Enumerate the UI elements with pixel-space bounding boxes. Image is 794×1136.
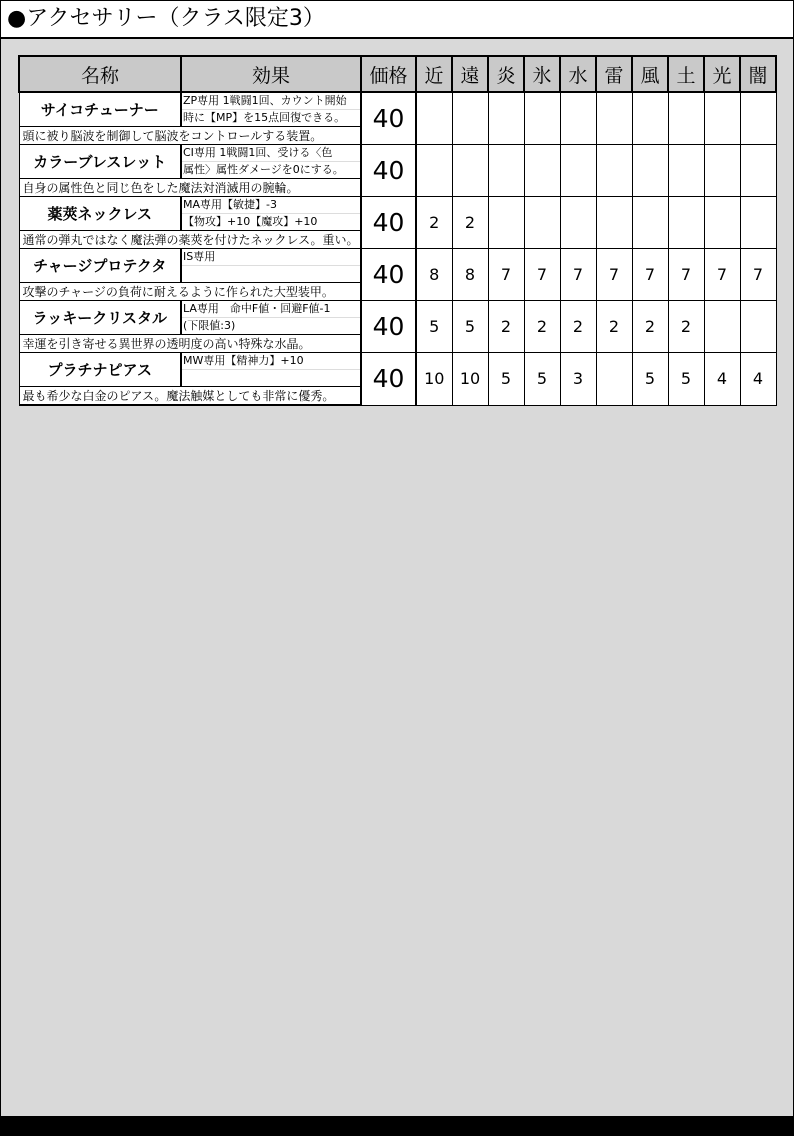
header-light: 光: [704, 56, 740, 92]
table-row: [19, 301, 776, 335]
resist-near: [416, 145, 452, 197]
item-price: 40: [361, 145, 416, 197]
resist-ice: [524, 197, 560, 249]
resist-far: 5: [452, 301, 488, 353]
item-effect: [181, 197, 361, 231]
resist-wind: [632, 92, 668, 145]
resist-earth: 7: [668, 249, 704, 301]
header-row: [19, 56, 776, 92]
header-ice: 氷: [524, 56, 560, 92]
resist-far: 2: [452, 197, 488, 249]
resist-light: [704, 197, 740, 249]
resist-near: [416, 92, 452, 145]
resist-wind: 7: [632, 249, 668, 301]
resist-ice: 7: [524, 249, 560, 301]
item-description: 幸運を引き寄せる異世界の透明度の高い特殊な水晶。: [19, 335, 361, 353]
item-effect: [181, 249, 361, 283]
resist-ice: [524, 145, 560, 197]
resist-light: 4: [704, 353, 740, 406]
resist-far: [452, 92, 488, 145]
table-body: [19, 92, 776, 405]
effect-line-2: 属性〉属性ダメージを0にする。: [182, 161, 360, 178]
resist-wind: [632, 145, 668, 197]
item-name: カラーブレスレット: [19, 145, 181, 179]
item-price: 40: [361, 92, 416, 145]
effect-line-2: 【物攻】+10【魔攻】+10: [182, 213, 360, 230]
resist-ice: 2: [524, 301, 560, 353]
resist-thunder: 7: [596, 249, 632, 301]
resist-dark: [740, 145, 776, 197]
header-wind: 風: [632, 56, 668, 92]
bottom-bar: [0, 1116, 794, 1136]
item-effect: [181, 92, 361, 127]
resist-dark: [740, 92, 776, 145]
resist-thunder: 2: [596, 301, 632, 353]
resist-fire: [488, 197, 524, 249]
item-description: 最も希少な白金のピアス。魔法触媒としても非常に優秀。: [19, 387, 361, 406]
resist-far: 8: [452, 249, 488, 301]
resist-earth: 5: [668, 353, 704, 406]
item-price: 40: [361, 301, 416, 353]
resist-near: 8: [416, 249, 452, 301]
effect-line-1: ZP専用 1戦闘1回、カウント開始: [183, 94, 347, 107]
resist-water: 2: [560, 301, 596, 353]
table-row: [19, 197, 776, 231]
resist-fire: [488, 145, 524, 197]
resist-near: 5: [416, 301, 452, 353]
resist-light: [704, 145, 740, 197]
resist-dark: 7: [740, 249, 776, 301]
resist-water: [560, 145, 596, 197]
resist-water: 7: [560, 249, 596, 301]
resist-wind: [632, 197, 668, 249]
resist-thunder: [596, 145, 632, 197]
resist-earth: [668, 197, 704, 249]
item-price: 40: [361, 249, 416, 301]
resist-fire: 5: [488, 353, 524, 406]
header-price: 価格: [361, 56, 416, 92]
resist-far: 10: [452, 353, 488, 406]
resist-thunder: [596, 353, 632, 406]
resist-thunder: [596, 197, 632, 249]
header-far: 遠: [452, 56, 488, 92]
resist-wind: 5: [632, 353, 668, 406]
header-thunder: 雷: [596, 56, 632, 92]
resist-fire: 7: [488, 249, 524, 301]
resist-light: [704, 92, 740, 145]
resist-ice: [524, 92, 560, 145]
item-price: 40: [361, 353, 416, 406]
resist-light: [704, 301, 740, 353]
resist-fire: 2: [488, 301, 524, 353]
resist-thunder: [596, 92, 632, 145]
resist-ice: 5: [524, 353, 560, 406]
resist-wind: 2: [632, 301, 668, 353]
effect-line-1: MW専用【精神力】+10: [183, 354, 304, 367]
table-row: [19, 145, 776, 179]
header-near: 近: [416, 56, 452, 92]
resist-near: 10: [416, 353, 452, 406]
item-description: 攻撃のチャージの負荷に耐えるように作られた大型装甲。: [19, 283, 361, 301]
effect-line-2: [182, 369, 360, 386]
resist-water: [560, 92, 596, 145]
resist-near: 2: [416, 197, 452, 249]
header-fire: 炎: [488, 56, 524, 92]
page-title: ●アクセサリー（クラス限定3）: [7, 6, 325, 31]
header-name: 名称: [19, 56, 181, 92]
item-description: 通常の弾丸ではなく魔法弾の薬莢を付けたネックレス。重い。: [19, 231, 361, 249]
effect-line-1: MA専用【敏捷】-3: [183, 198, 277, 211]
effect-line-2: [182, 265, 360, 282]
item-name: プラチナピアス: [19, 353, 181, 387]
item-description: 頭に被り脳波を制御して脳波をコントロールする装置。: [19, 127, 361, 145]
item-name: チャージプロテクタ: [19, 249, 181, 283]
resist-earth: [668, 92, 704, 145]
effect-line-2: (下限値:3): [182, 317, 360, 334]
resist-dark: [740, 301, 776, 353]
item-price: 40: [361, 197, 416, 249]
left-border: [0, 36, 1, 1116]
item-effect: [181, 353, 361, 387]
resist-dark: [740, 197, 776, 249]
item-name: ラッキークリスタル: [19, 301, 181, 335]
resist-water: 3: [560, 353, 596, 406]
header-earth: 土: [668, 56, 704, 92]
table-row: [19, 92, 776, 127]
resist-earth: 2: [668, 301, 704, 353]
title-bar: [0, 0, 794, 39]
header-water: 水: [560, 56, 596, 92]
table-row: [19, 353, 776, 387]
header-dark: 闇: [740, 56, 776, 92]
resist-light: 7: [704, 249, 740, 301]
resist-far: [452, 145, 488, 197]
effect-line-2: 時に【MP】を15点回復できる。: [182, 109, 360, 126]
item-effect: [181, 145, 361, 179]
effect-line-1: IS専用: [183, 250, 216, 263]
resist-dark: 4: [740, 353, 776, 406]
table-row: [19, 249, 776, 283]
item-effect: [181, 301, 361, 335]
resist-fire: [488, 92, 524, 145]
resist-earth: [668, 145, 704, 197]
item-name: サイコチューナー: [19, 92, 181, 127]
effect-line-1: CI専用 1戦闘1回、受ける〈色: [183, 146, 333, 159]
item-description: 自身の属性色と同じ色をした魔法対消滅用の腕輪。: [19, 179, 361, 197]
accessory-table: [18, 55, 777, 406]
item-name: 薬莢ネックレス: [19, 197, 181, 231]
effect-line-1: LA専用 命中F値・回避F値-1: [183, 302, 331, 315]
header-effect: 効果: [181, 56, 361, 92]
resist-water: [560, 197, 596, 249]
